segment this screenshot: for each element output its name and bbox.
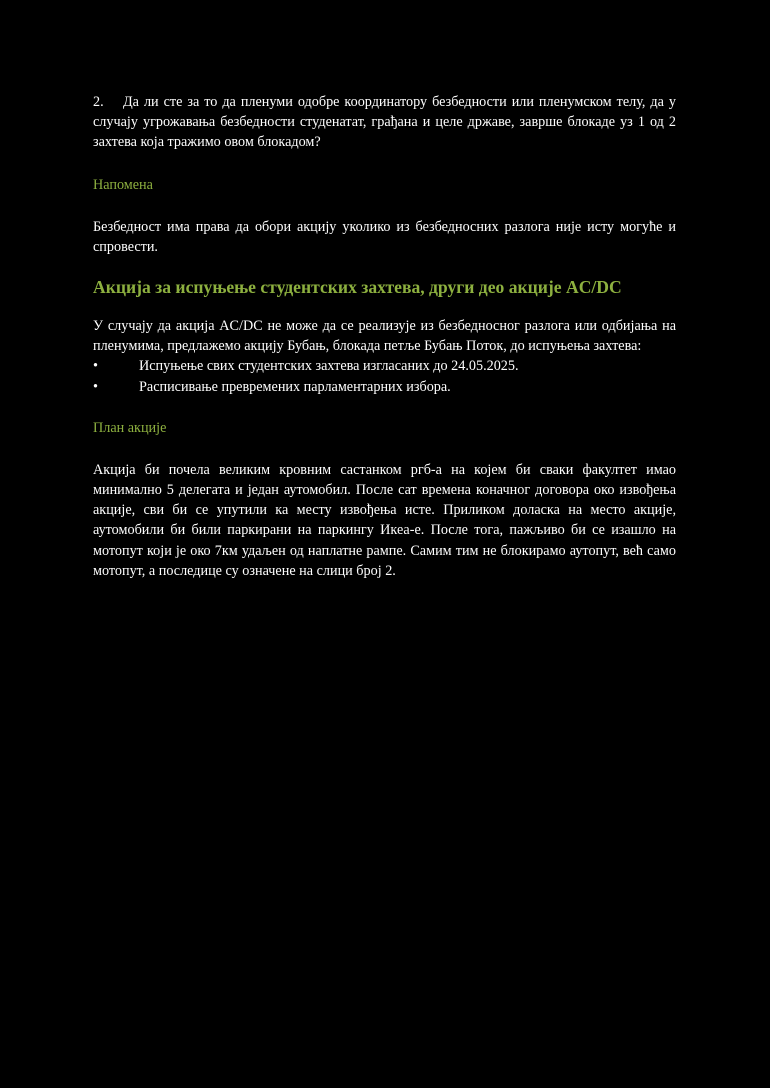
note-text: Безбедност има права да обори акцију уколико из безбедносних разлога није исту могуће и спровести.	[93, 218, 676, 255]
question-paragraph	[93, 92, 676, 153]
question-number: 2.	[93, 94, 104, 110]
list-item-text: Испуњење свих студентских захтева изгласаних до 24.05.2025.	[139, 358, 519, 375]
plan-text: Акција би почела великим кровним састанком ргб-а на којем би сваки факултет имао минимално 5 делегата и један аутомобил. После сат времена коначног договора око извођења акције, сви би се упутили ка месту извођења исте. Приликом доласка на место акције, аутомобили би били паркирани на паркингу Икеа-е. После тога, пажљиво би се изашло на мотопут који је око 7км удаљен од наплатне рампе. Самим тим не блокирамо аутопут, већ само мотопут, а последице су означене на слици број 2.	[93, 461, 676, 579]
document-page	[93, 92, 676, 581]
section-heading: Акција за испуњење студентских захтева, други део акције AC/DC	[93, 277, 622, 298]
list-item	[93, 356, 676, 376]
demands-list	[93, 356, 676, 396]
question-text: Да ли сте за то да пленуми одобре координатору безбедности или пленумском телу, да у случају угрожавања безбедности студенатат, грађана и целе државе, заврше блокаде уз 1 од 2 захтева која тражимо овом блокадом?	[93, 94, 676, 151]
plan-heading: План акције	[93, 419, 167, 436]
bullet-icon: •	[93, 358, 98, 375]
bullet-icon: •	[93, 378, 98, 395]
note-heading: Напомена	[93, 176, 153, 193]
list-item-text: Расписивање превремених парламентарних избора.	[139, 378, 451, 395]
section-intro: У случају да акција AC/DC не може да се реализује из безбедносног разлога или одбијања на пленумима, предлажемо акцију Бубањ, блокада петље Бубањ Поток, до испуњења захтева:	[93, 318, 676, 355]
list-item	[93, 377, 676, 397]
